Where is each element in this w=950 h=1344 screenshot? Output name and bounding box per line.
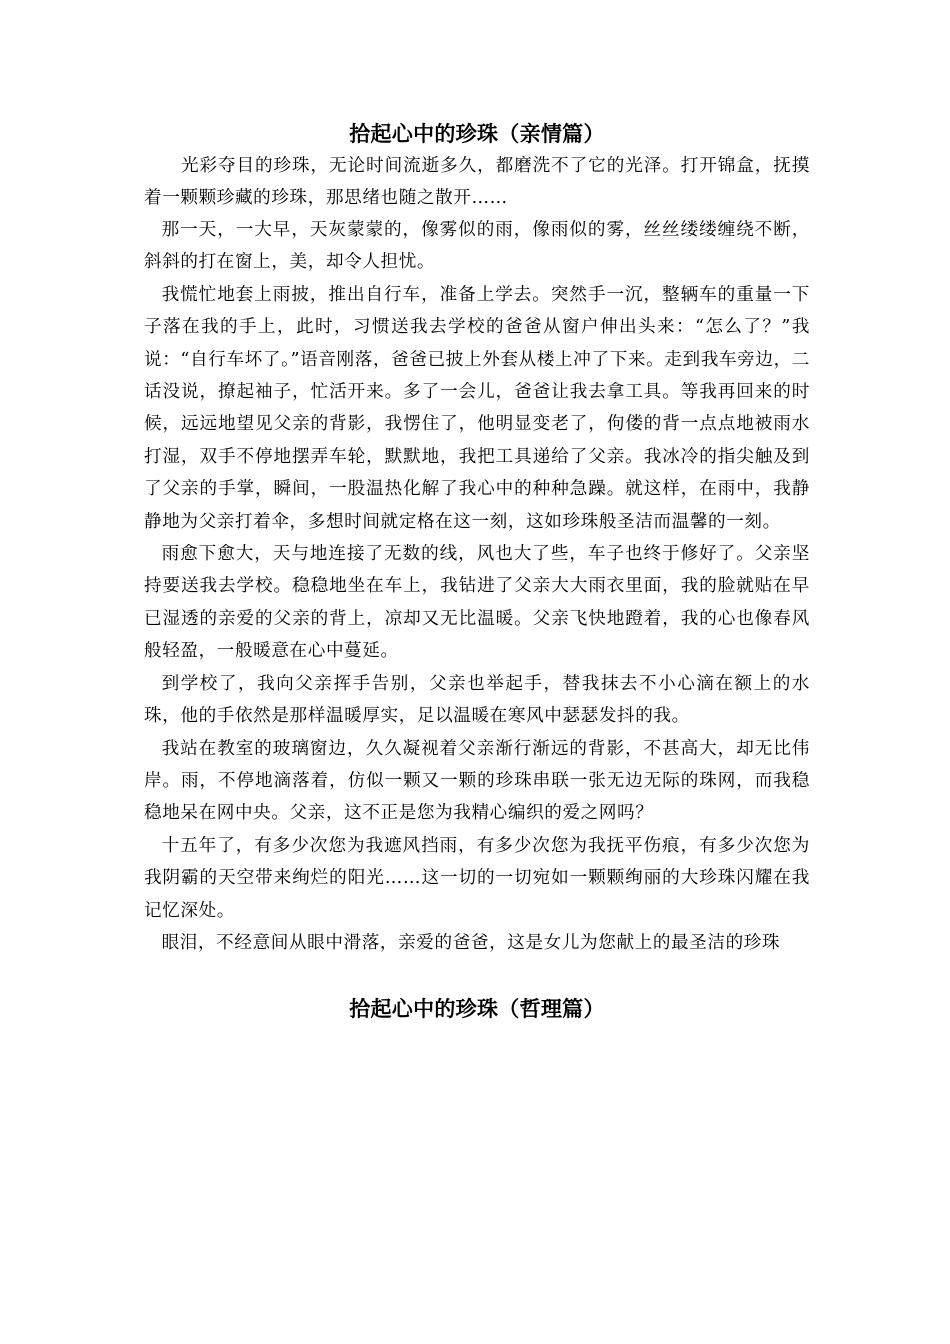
document-title-philosophy: 拾起心中的珍珠（哲理篇） — [349, 996, 605, 1022]
paragraph-farewell: 到学校了，我向父亲挥手告别，父亲也举起手，替我抹去不小心滴在额上的水珠，他的手依然是那样温暖厚实，足以温暖在寒风中瑟瑟发抖的我。 — [144, 673, 810, 727]
document-page — [144, 118, 810, 1025]
paragraph-foggy-morning: 那一天，一大早，天灰蒙蒙的，像雾似的雨，像雨似的雾，丝丝缕缕缠绕不断，斜斜的打在窗上，美，却令人担忧。 — [144, 220, 810, 273]
paragraph-ride-to-school: 雨愈下愈大，天与地连接了无数的线，风也大了些，车子也终于修好了。父亲坚持要送我去学校。稳稳地坐在车上，我钻进了父亲大大雨衣里面，我的脸就贴在早已湿透的亲爱的父亲的背上，凉却又无比温暖。父亲飞快地蹬着，我的心也像春风般轻盈，一般暖意在心中蔓延。 — [144, 544, 810, 662]
paragraph-intro: 光彩夺目的珍珠，无论时间流逝多久，都磨洗不了它的光泽。打开锦盒，抚摸着一颗颗珍藏的珍珠，那思绪也随之散开…… — [144, 156, 810, 208]
paragraph-fifteen-years: 十五年了，有多少次您为我遮风挡雨，有多少次您为我抚平伤痕，有多少次您为我阴霸的天空带来绚烂的阳光……这一切的一切宛如一颗颗绚丽的大珍珠闪耀在我记忆深处。 — [144, 835, 810, 921]
paragraph-tears: 眼泪，不经意间从眼中滑落，亲爱的爸爸，这是女儿为您献上的最圣洁的珍珠 — [161, 932, 781, 953]
paragraph-bike-repair: 我慌忙地套上雨披，推出自行车，准备上学去。突然手一沉，整辆车的重量一下子落在我的手上，此时，习惯送我去学校的爸爸从窗户伸出头来：“怎么了？”我说：“自行车坏了。”语音刚落，爸爸已披上外套从楼上冲了下来。走到我车旁边，二话没说，撩起袖子，忙活开来。多了一会儿，爸爸让我去拿工具。等我再回来的时候，远远地望见父亲的背影，我愣住了，他明显变老了，佝偻的背一点点地被雨水打湿，双手不停地摆弄车轮，默默地，我把工具递给了父亲。我冰冷的指尖触及到了父亲的手掌，瞬间，一股温热化解了我心中的种种急躁。就这样，在雨中，我静静地为父亲打着伞，多想时间就定格在这一刻，这如珍珠般圣洁而温馨的一刻。 — [144, 284, 810, 532]
document-title-family: 拾起心中的珍珠（亲情篇） — [349, 121, 605, 146]
paragraph-window: 我站在教室的玻璃窗边，久久凝视着父亲渐行渐远的背影，不甚高大，却无比伟岸。雨，不停地滴落着，仿似一颗又一颗的珍珠串联一张无边无际的珠网，而我稳稳地呆在网中央。父亲，这不正是您为我精心编织的爱之网吗？ — [144, 738, 810, 824]
